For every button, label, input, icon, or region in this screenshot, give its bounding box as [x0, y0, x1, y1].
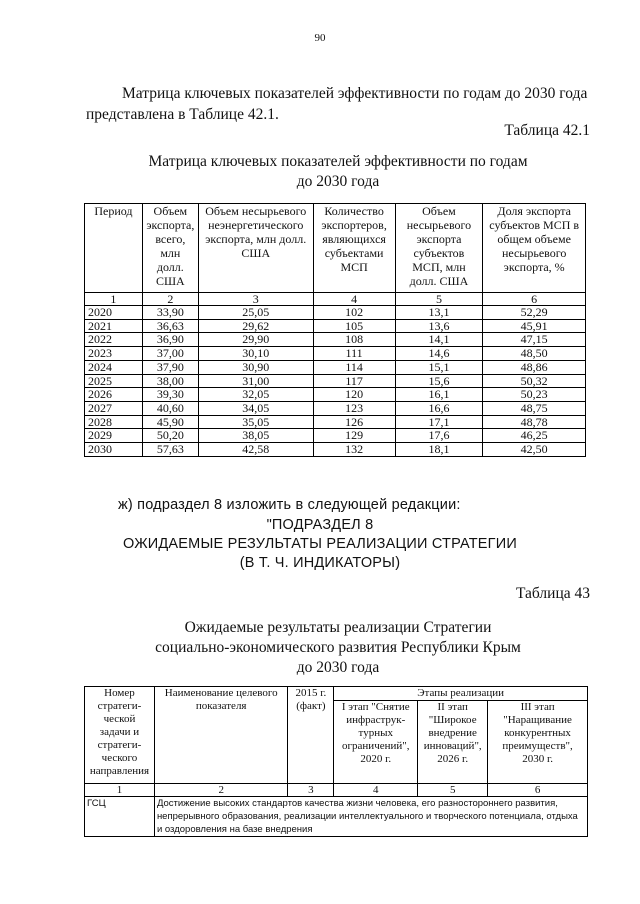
- data-cell: 29,90: [198, 333, 313, 347]
- year-cell: 2028: [85, 415, 143, 429]
- data-cell: 57,63: [142, 443, 198, 457]
- data-cell: 50,32: [483, 374, 586, 388]
- table-row: [85, 319, 586, 333]
- table-42-1-title-line2: до 2030 года: [296, 173, 380, 190]
- year-cell: 2024: [85, 360, 143, 374]
- data-cell: 50,20: [142, 429, 198, 443]
- data-cell: 32,05: [198, 388, 313, 402]
- header-cell-msp-export: Объем несырьевого экспорта субъектов МСП, млн долл. США: [395, 204, 483, 293]
- table-row: [85, 347, 586, 361]
- data-cell: 14,1: [395, 333, 483, 347]
- header-cell-period: Период: [85, 204, 143, 293]
- table-43-title-line3: до 2030 года: [296, 659, 380, 676]
- page-number: 90: [314, 32, 326, 44]
- column-number: 5: [418, 784, 488, 797]
- header-cell-task-number: Номер стратеги-ческой задачи и стратеги-ческого направления: [85, 687, 155, 784]
- data-cell: 123: [313, 401, 395, 415]
- column-number: 6: [483, 293, 586, 306]
- column-number: 4: [313, 293, 395, 306]
- data-cell: 108: [313, 333, 395, 347]
- intro-paragraph: Матрица ключевых показателей эффективности по годам до 2030 года представлена в Таблице 42.1.: [86, 85, 588, 123]
- table-header-row: [85, 204, 586, 293]
- data-cell: 36,90: [142, 333, 198, 347]
- data-cell: 39,30: [142, 388, 198, 402]
- data-cell: 29,62: [198, 319, 313, 333]
- data-cell: 42,50: [483, 443, 586, 457]
- data-cell: 50,23: [483, 388, 586, 402]
- data-cell: 35,05: [198, 415, 313, 429]
- table-row: [85, 360, 586, 374]
- table-row: [85, 443, 586, 457]
- table-43-title-line1: Ожидаемые результаты реализации Стратегии: [184, 619, 492, 636]
- year-cell: 2025: [85, 374, 143, 388]
- header-cell-2015-fact: 2015 г. (факт): [288, 687, 334, 784]
- section-heading-2: ОЖИДАЕМЫЕ РЕЗУЛЬТАТЫ РЕАЛИЗАЦИИ СТРАТЕГИИ: [123, 536, 517, 552]
- data-cell: 38,05: [198, 429, 313, 443]
- table-42-1-label: Таблица 42.1: [504, 122, 590, 139]
- data-cell: 111: [313, 347, 395, 361]
- table-42-1-title-line1: Матрица ключевых показателей эффективности по годам: [148, 153, 528, 170]
- gsc-text-cell: Достижение высоких стандартов качества жизни человека, его разностороннего развития, непрерывного образования, реализации интеллектуального и творческого потенциала, отдыха и оздоровления на базе внедрения: [154, 797, 587, 837]
- data-cell: 18,1: [395, 443, 483, 457]
- column-number: 1: [85, 784, 155, 797]
- data-cell: 34,05: [198, 401, 313, 415]
- header-cell-stage-2: II этап "Широкое внедрение инноваций", 2026 г.: [418, 701, 488, 784]
- expected-results-table: [84, 686, 588, 837]
- table-row: [85, 306, 586, 320]
- data-cell: 117: [313, 374, 395, 388]
- header-cell-indicator-name: Наименование целевого показателя: [154, 687, 288, 784]
- column-number: 5: [395, 293, 483, 306]
- column-number: 2: [142, 293, 198, 306]
- header-cell-msp-share: Доля экспорта субъектов МСП в общем объеме несырьевого экспорта, %: [483, 204, 586, 293]
- column-number: 1: [85, 293, 143, 306]
- data-cell: 102: [313, 306, 395, 320]
- data-cell: 48,75: [483, 401, 586, 415]
- year-cell: 2027: [85, 401, 143, 415]
- data-cell: 37,00: [142, 347, 198, 361]
- data-cell: 120: [313, 388, 395, 402]
- data-cell: 30,90: [198, 360, 313, 374]
- data-cell: 25,05: [198, 306, 313, 320]
- table-43-title-line2: социально-экономического развития Республики Крым: [155, 639, 521, 656]
- table-row: [85, 333, 586, 347]
- data-cell: 42,58: [198, 443, 313, 457]
- data-cell: 38,00: [142, 374, 198, 388]
- header-cell-stages: Этапы реализации: [334, 687, 588, 701]
- data-cell: 114: [313, 360, 395, 374]
- data-cell: 48,78: [483, 415, 586, 429]
- year-cell: 2021: [85, 319, 143, 333]
- header-cell-stage-1: I этап "Снятие инфраструк-турных ограничений", 2020 г.: [334, 701, 418, 784]
- data-cell: 30,10: [198, 347, 313, 361]
- data-cell: 37,90: [142, 360, 198, 374]
- data-cell: 126: [313, 415, 395, 429]
- data-cell: 36,63: [142, 319, 198, 333]
- data-cell: 16,6: [395, 401, 483, 415]
- data-cell: 15,6: [395, 374, 483, 388]
- data-cell: 46,25: [483, 429, 586, 443]
- table-row: [85, 388, 586, 402]
- gsc-code-cell: ГСЦ: [85, 797, 155, 837]
- column-number-row: [85, 293, 586, 306]
- table-row: [85, 797, 588, 837]
- data-cell: 31,00: [198, 374, 313, 388]
- year-cell: 2029: [85, 429, 143, 443]
- data-cell: 45,91: [483, 319, 586, 333]
- year-cell: 2023: [85, 347, 143, 361]
- section-instruction: ж) подраздел 8 изложить в следующей редакции:: [118, 497, 461, 513]
- table-row: [85, 374, 586, 388]
- data-cell: 17,6: [395, 429, 483, 443]
- kpi-matrix-table: [84, 203, 586, 457]
- data-cell: 129: [313, 429, 395, 443]
- column-number: 6: [488, 784, 588, 797]
- column-number: 3: [288, 784, 334, 797]
- data-cell: 45,90: [142, 415, 198, 429]
- data-cell: 48,86: [483, 360, 586, 374]
- year-cell: 2026: [85, 388, 143, 402]
- header-cell-export-total: Объем экспорта, всего, млн долл. США: [142, 204, 198, 293]
- table-row: [85, 401, 586, 415]
- data-cell: 105: [313, 319, 395, 333]
- data-cell: 47,15: [483, 333, 586, 347]
- data-cell: 40,60: [142, 401, 198, 415]
- data-cell: 52,29: [483, 306, 586, 320]
- section-heading-1: "ПОДРАЗДЕЛ 8: [266, 517, 374, 533]
- section-heading-3: (В Т. Ч. ИНДИКАТОРЫ): [239, 555, 401, 571]
- data-cell: 13,1: [395, 306, 483, 320]
- data-cell: 33,90: [142, 306, 198, 320]
- data-cell: 16,1: [395, 388, 483, 402]
- table-row: [85, 429, 586, 443]
- table-row: [85, 415, 586, 429]
- data-cell: 13,6: [395, 319, 483, 333]
- year-cell: 2022: [85, 333, 143, 347]
- column-number: 4: [334, 784, 418, 797]
- data-cell: 17,1: [395, 415, 483, 429]
- data-cell: 48,50: [483, 347, 586, 361]
- data-cell: 132: [313, 443, 395, 457]
- data-cell: 15,1: [395, 360, 483, 374]
- data-cell: 14,6: [395, 347, 483, 361]
- header-cell-exporters-count: Количество экспортеров, являющихся субъектами МСП: [313, 204, 395, 293]
- header-cell-stage-3: III этап "Наращивание конкурентных преимуществ", 2030 г.: [488, 701, 588, 784]
- year-cell: 2020: [85, 306, 143, 320]
- header-cell-non-raw-export: Объем несырьевого неэнергетического экспорта, млн долл. США: [198, 204, 313, 293]
- column-number-row: [85, 784, 588, 797]
- year-cell: 2030: [85, 443, 143, 457]
- column-number: 3: [198, 293, 313, 306]
- table-header-row: [85, 687, 588, 701]
- column-number: 2: [154, 784, 288, 797]
- table-43-label: Таблица 43: [515, 585, 590, 602]
